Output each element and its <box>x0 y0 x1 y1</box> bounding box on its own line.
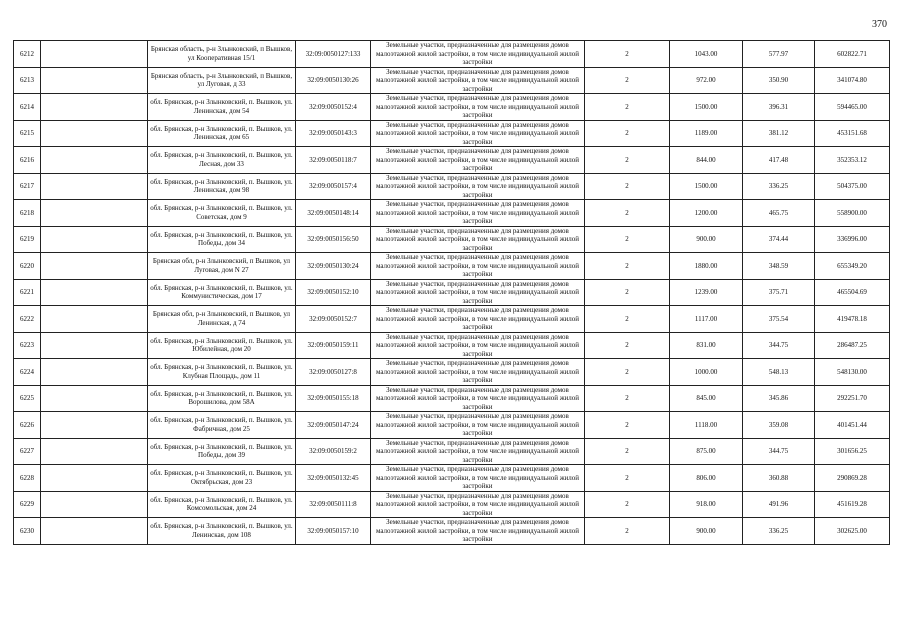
group-number-cell: 2 <box>585 67 670 94</box>
group-number-cell: 2 <box>585 279 670 306</box>
group-number-cell: 2 <box>585 94 670 121</box>
row-number-cell: 6227 <box>14 438 41 465</box>
table-row <box>14 359 890 386</box>
address-cell: обл. Брянская, р-н Злынковский, п. Вышков, ул. Ленинская, дом 65 <box>148 120 296 147</box>
specific-value-cell: 381.12 <box>743 120 815 147</box>
group-number-cell: 2 <box>585 253 670 280</box>
row-number-cell: 6229 <box>14 491 41 518</box>
empty-cell <box>41 94 148 121</box>
land-use-purpose-cell: Земельные участки, предназначенные для размещения домов малоэтажной жилой застройки, в том числе индивидуальной жилой застройки <box>371 518 585 545</box>
cadastral-number-cell: 32:09:0050152:10 <box>296 279 371 306</box>
cadastral-value-cell: 341074.80 <box>815 67 890 94</box>
table-row <box>14 253 890 280</box>
cadastral-value-cell: 352353.12 <box>815 147 890 174</box>
address-cell: обл. Брянская, р-н Злынковский, п. Вышков, ул. Ленинская, дом 98 <box>148 173 296 200</box>
table-row <box>14 412 890 439</box>
land-use-purpose-cell: Земельные участки, предназначенные для размещения домов малоэтажной жилой застройки, в том числе индивидуальной жилой застройки <box>371 491 585 518</box>
cadastral-number-cell: 32:09:0050127:133 <box>296 41 371 68</box>
group-number-cell: 2 <box>585 332 670 359</box>
specific-value-cell: 548.13 <box>743 359 815 386</box>
specific-value-cell: 359.08 <box>743 412 815 439</box>
cadastral-number-cell: 32:09:0050156:50 <box>296 226 371 253</box>
area-cell: 831.00 <box>670 332 743 359</box>
row-number-cell: 6220 <box>14 253 41 280</box>
cadastral-value-cell: 286487.25 <box>815 332 890 359</box>
empty-cell <box>41 306 148 333</box>
area-cell: 1043.00 <box>670 41 743 68</box>
address-cell: обл. Брянская, р-н Злынковский, п. Вышков, ул. Клубная Площадь, дом 11 <box>148 359 296 386</box>
area-cell: 1200.00 <box>670 200 743 227</box>
table-row <box>14 120 890 147</box>
group-number-cell: 2 <box>585 306 670 333</box>
group-number-cell: 2 <box>585 438 670 465</box>
area-cell: 1118.00 <box>670 412 743 439</box>
cadastral-value-cell: 558900.00 <box>815 200 890 227</box>
area-cell: 844.00 <box>670 147 743 174</box>
specific-value-cell: 577.97 <box>743 41 815 68</box>
row-number-cell: 6214 <box>14 94 41 121</box>
cadastral-number-cell: 32:09:0050147:24 <box>296 412 371 439</box>
land-use-purpose-cell: Земельные участки, предназначенные для размещения домов малоэтажной жилой застройки, в том числе индивидуальной жилой застройки <box>371 94 585 121</box>
area-cell: 1880.00 <box>670 253 743 280</box>
table-row <box>14 385 890 412</box>
address-cell: обл. Брянская, р-н Злынковский, п. Вышков, ул. Победы, дом 39 <box>148 438 296 465</box>
area-cell: 1189.00 <box>670 120 743 147</box>
address-cell: Брянская область, р-н Злынковский, п Вышков, ул Луговая, д 33 <box>148 67 296 94</box>
table-row <box>14 491 890 518</box>
row-number-cell: 6226 <box>14 412 41 439</box>
table-row <box>14 67 890 94</box>
land-use-purpose-cell: Земельные участки, предназначенные для размещения домов малоэтажной жилой застройки, в том числе индивидуальной жилой застройки <box>371 385 585 412</box>
row-number-cell: 6223 <box>14 332 41 359</box>
row-number-cell: 6213 <box>14 67 41 94</box>
land-use-purpose-cell: Земельные участки, предназначенные для размещения домов малоэтажной жилой застройки, в том числе индивидуальной жилой застройки <box>371 120 585 147</box>
group-number-cell: 2 <box>585 173 670 200</box>
cadastral-value-cell: 453151.68 <box>815 120 890 147</box>
land-use-purpose-cell: Земельные участки, предназначенные для размещения домов малоэтажной жилой застройки, в том числе индивидуальной жилой застройки <box>371 279 585 306</box>
specific-value-cell: 417.48 <box>743 147 815 174</box>
empty-cell <box>41 253 148 280</box>
area-cell: 1239.00 <box>670 279 743 306</box>
table-row <box>14 465 890 492</box>
area-cell: 1117.00 <box>670 306 743 333</box>
cadastral-number-cell: 32:09:0050155:18 <box>296 385 371 412</box>
address-cell: обл. Брянская, р-н Злынковский, п. Вышков, ул. Юбилейная, дом 20 <box>148 332 296 359</box>
row-number-cell: 6224 <box>14 359 41 386</box>
cadastral-number-cell: 32:09:0050157:4 <box>296 173 371 200</box>
address-cell: обл. Брянская, р-н Злынковский, п. Вышков, ул. Ворошилова, дом 58А <box>148 385 296 412</box>
group-number-cell: 2 <box>585 385 670 412</box>
address-cell: обл. Брянская, р-н Злынковский, п. Вышков, ул. Победы, дом 34 <box>148 226 296 253</box>
specific-value-cell: 360.88 <box>743 465 815 492</box>
row-number-cell: 6230 <box>14 518 41 545</box>
land-use-purpose-cell: Земельные участки, предназначенные для размещения домов малоэтажной жилой застройки, в том числе индивидуальной жилой застройки <box>371 226 585 253</box>
row-number-cell: 6222 <box>14 306 41 333</box>
cadastral-number-cell: 32:09:0050159:2 <box>296 438 371 465</box>
group-number-cell: 2 <box>585 147 670 174</box>
table-row <box>14 438 890 465</box>
cadastral-number-cell: 32:09:0050118:7 <box>296 147 371 174</box>
cadastral-number-cell: 32:09:0050127:8 <box>296 359 371 386</box>
empty-cell <box>41 226 148 253</box>
empty-cell <box>41 385 148 412</box>
land-use-purpose-cell: Земельные участки, предназначенные для размещения домов малоэтажной жилой застройки, в том числе индивидуальной жилой застройки <box>371 200 585 227</box>
group-number-cell: 2 <box>585 120 670 147</box>
empty-cell <box>41 41 148 68</box>
empty-cell <box>41 200 148 227</box>
cadastral-value-cell: 290869.28 <box>815 465 890 492</box>
address-cell: обл. Брянская, р-н Злынковский, п. Вышков, ул. Лесная, дом 33 <box>148 147 296 174</box>
cadastral-value-cell: 419478.18 <box>815 306 890 333</box>
cadastral-value-cell: 301656.25 <box>815 438 890 465</box>
table-row <box>14 94 890 121</box>
land-use-purpose-cell: Земельные участки, предназначенные для размещения домов малоэтажной жилой застройки, в том числе индивидуальной жилой застройки <box>371 359 585 386</box>
area-cell: 1500.00 <box>670 94 743 121</box>
cadastral-value-cell: 465504.69 <box>815 279 890 306</box>
area-cell: 845.00 <box>670 385 743 412</box>
cadastral-number-cell: 32:09:0050132:45 <box>296 465 371 492</box>
cadastral-value-cell: 504375.00 <box>815 173 890 200</box>
cadastral-number-cell: 32:09:0050130:26 <box>296 67 371 94</box>
specific-value-cell: 375.54 <box>743 306 815 333</box>
specific-value-cell: 396.31 <box>743 94 815 121</box>
land-registry-table <box>13 40 890 545</box>
land-use-purpose-cell: Земельные участки, предназначенные для размещения домов малоэтажной жилой застройки, в том числе индивидуальной жилой застройки <box>371 253 585 280</box>
row-number-cell: 6217 <box>14 173 41 200</box>
row-number-cell: 6218 <box>14 200 41 227</box>
area-cell: 900.00 <box>670 226 743 253</box>
cadastral-number-cell: 32:09:0050152:7 <box>296 306 371 333</box>
cadastral-value-cell: 602822.71 <box>815 41 890 68</box>
group-number-cell: 2 <box>585 412 670 439</box>
empty-cell <box>41 120 148 147</box>
row-number-cell: 6225 <box>14 385 41 412</box>
address-cell: обл. Брянская, р-н Злынковский, п. Вышков, ул. Ленинская, дом 108 <box>148 518 296 545</box>
table-row <box>14 279 890 306</box>
cadastral-number-cell: 32:09:0050152:4 <box>296 94 371 121</box>
specific-value-cell: 350.90 <box>743 67 815 94</box>
address-cell: обл. Брянская, р-н Злынковский, п. Вышков, ул. Комсомольская, дом 24 <box>148 491 296 518</box>
specific-value-cell: 491.96 <box>743 491 815 518</box>
specific-value-cell: 348.59 <box>743 253 815 280</box>
land-use-purpose-cell: Земельные участки, предназначенные для размещения домов малоэтажной жилой застройки, в том числе индивидуальной жилой застройки <box>371 41 585 68</box>
table-row <box>14 200 890 227</box>
specific-value-cell: 344.75 <box>743 438 815 465</box>
specific-value-cell: 344.75 <box>743 332 815 359</box>
address-cell: Брянская обл, р-н Злынковский, п Вышков, ул Ленинская, д 74 <box>148 306 296 333</box>
cadastral-value-cell: 451619.28 <box>815 491 890 518</box>
cadastral-value-cell: 548130.00 <box>815 359 890 386</box>
land-use-purpose-cell: Земельные участки, предназначенные для размещения домов малоэтажной жилой застройки, в том числе индивидуальной жилой застройки <box>371 412 585 439</box>
row-number-cell: 6228 <box>14 465 41 492</box>
empty-cell <box>41 279 148 306</box>
cadastral-value-cell: 292251.70 <box>815 385 890 412</box>
empty-cell <box>41 438 148 465</box>
land-use-purpose-cell: Земельные участки, предназначенные для размещения домов малоэтажной жилой застройки, в том числе индивидуальной жилой застройки <box>371 147 585 174</box>
cadastral-value-cell: 655349.20 <box>815 253 890 280</box>
cadastral-number-cell: 32:09:0050159:11 <box>296 332 371 359</box>
group-number-cell: 2 <box>585 200 670 227</box>
specific-value-cell: 345.86 <box>743 385 815 412</box>
empty-cell <box>41 518 148 545</box>
table-row <box>14 332 890 359</box>
empty-cell <box>41 412 148 439</box>
group-number-cell: 2 <box>585 41 670 68</box>
area-cell: 900.00 <box>670 518 743 545</box>
area-cell: 972.00 <box>670 67 743 94</box>
specific-value-cell: 375.71 <box>743 279 815 306</box>
page-number: 370 <box>872 19 887 30</box>
specific-value-cell: 374.44 <box>743 226 815 253</box>
area-cell: 875.00 <box>670 438 743 465</box>
group-number-cell: 2 <box>585 359 670 386</box>
group-number-cell: 2 <box>585 465 670 492</box>
row-number-cell: 6212 <box>14 41 41 68</box>
land-use-purpose-cell: Земельные участки, предназначенные для размещения домов малоэтажной жилой застройки, в том числе индивидуальной жилой застройки <box>371 67 585 94</box>
empty-cell <box>41 67 148 94</box>
address-cell: обл. Брянская, р-н Злынковский, п. Вышков, ул. Коммунистическая, дом 17 <box>148 279 296 306</box>
cadastral-value-cell: 336996.00 <box>815 226 890 253</box>
row-number-cell: 6215 <box>14 120 41 147</box>
group-number-cell: 2 <box>585 518 670 545</box>
cadastral-number-cell: 32:09:0050111:8 <box>296 491 371 518</box>
address-cell: обл. Брянская, р-н Злынковский, п. Вышков, ул. Октябрьская, дом 23 <box>148 465 296 492</box>
area-cell: 918.00 <box>670 491 743 518</box>
address-cell: обл. Брянская, р-н Злынковский, п. Вышков, ул. Ленинская, дом 54 <box>148 94 296 121</box>
cadastral-number-cell: 32:09:0050157:10 <box>296 518 371 545</box>
cadastral-number-cell: 32:09:0050130:24 <box>296 253 371 280</box>
row-number-cell: 6219 <box>14 226 41 253</box>
table-row <box>14 306 890 333</box>
group-number-cell: 2 <box>585 491 670 518</box>
empty-cell <box>41 491 148 518</box>
cadastral-value-cell: 401451.44 <box>815 412 890 439</box>
land-use-purpose-cell: Земельные участки, предназначенные для размещения домов малоэтажной жилой застройки, в том числе индивидуальной жилой застройки <box>371 306 585 333</box>
table-row <box>14 518 890 545</box>
specific-value-cell: 336.25 <box>743 173 815 200</box>
empty-cell <box>41 359 148 386</box>
area-cell: 806.00 <box>670 465 743 492</box>
cadastral-number-cell: 32:09:0050143:3 <box>296 120 371 147</box>
area-cell: 1000.00 <box>670 359 743 386</box>
land-use-purpose-cell: Земельные участки, предназначенные для размещения домов малоэтажной жилой застройки, в том числе индивидуальной жилой застройки <box>371 465 585 492</box>
land-use-purpose-cell: Земельные участки, предназначенные для размещения домов малоэтажной жилой застройки, в том числе индивидуальной жилой застройки <box>371 332 585 359</box>
land-use-purpose-cell: Земельные участки, предназначенные для размещения домов малоэтажной жилой застройки, в том числе индивидуальной жилой застройки <box>371 438 585 465</box>
table-body <box>14 41 890 545</box>
cadastral-value-cell: 302625.00 <box>815 518 890 545</box>
table-row <box>14 226 890 253</box>
land-use-purpose-cell: Земельные участки, предназначенные для размещения домов малоэтажной жилой застройки, в том числе индивидуальной жилой застройки <box>371 173 585 200</box>
address-cell: Брянская обл, р-н Злынковский, п Вышков, ул Луговая, дом N 27 <box>148 253 296 280</box>
row-number-cell: 6221 <box>14 279 41 306</box>
address-cell: обл. Брянская, р-н Злынковский, п. Вышков, ул. Советская, дом 9 <box>148 200 296 227</box>
address-cell: обл. Брянская, р-н Злынковский, п. Вышков, ул. Фабричная, дом 25 <box>148 412 296 439</box>
row-number-cell: 6216 <box>14 147 41 174</box>
empty-cell <box>41 173 148 200</box>
specific-value-cell: 465.75 <box>743 200 815 227</box>
cadastral-value-cell: 594465.00 <box>815 94 890 121</box>
specific-value-cell: 336.25 <box>743 518 815 545</box>
empty-cell <box>41 147 148 174</box>
cadastral-number-cell: 32:09:0050148:14 <box>296 200 371 227</box>
group-number-cell: 2 <box>585 226 670 253</box>
table-row <box>14 147 890 174</box>
empty-cell <box>41 465 148 492</box>
table-row <box>14 41 890 68</box>
area-cell: 1500.00 <box>670 173 743 200</box>
address-cell: Брянская область, р-н Злынковский, п Вышков, ул Кооперативная 15/1 <box>148 41 296 68</box>
table-row <box>14 173 890 200</box>
empty-cell <box>41 332 148 359</box>
